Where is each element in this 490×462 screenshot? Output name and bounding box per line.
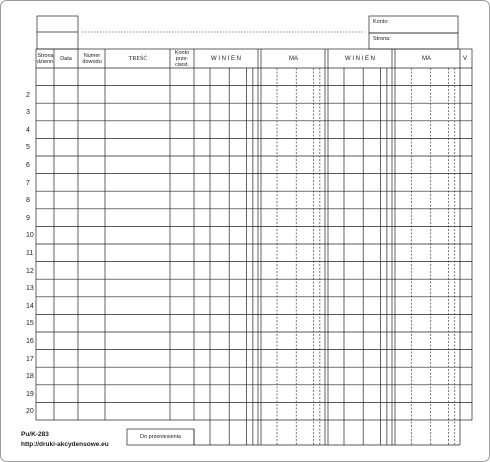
header-numer-dowodu: Numer dowodu <box>82 53 102 65</box>
row-number: 20 <box>26 408 34 416</box>
row-number: 7 <box>26 179 30 187</box>
row-number: 12 <box>26 267 34 275</box>
header-konto-przeciwst: Konto prze-ciwst. <box>174 50 190 68</box>
row-number: 6 <box>26 162 30 169</box>
header-winien-1: W I N I E N <box>211 56 241 62</box>
row-number: 8 <box>26 197 30 205</box>
header-winien-2: W I N I E N <box>345 56 375 62</box>
form-code: Pu/K-283 <box>21 431 49 438</box>
row-number: 4 <box>26 126 30 134</box>
row-number: 19 <box>26 390 34 398</box>
row-number: 13 <box>26 285 34 293</box>
row-number: 14 <box>26 302 34 310</box>
publisher-url: http://druki-akcydensowe.eu <box>21 441 109 448</box>
carry-over-label: Do przeniesienia <box>140 434 181 440</box>
header-data: Data <box>60 56 72 62</box>
row-number: 16 <box>26 338 34 345</box>
row-number: 11 <box>26 250 34 257</box>
row-number: 5 <box>26 144 30 152</box>
header-ma-1: MA <box>289 56 298 62</box>
header-ma-2: MA <box>422 56 431 62</box>
konto-label: Konto: <box>373 19 389 25</box>
row-number: 9 <box>26 214 30 222</box>
row-number: 18 <box>26 373 34 381</box>
row-number: 17 <box>26 355 34 363</box>
row-number: 10 <box>26 232 34 240</box>
header-strona-dzienn: Strona dzienn. <box>37 53 55 65</box>
strona-label: Strona: <box>373 36 391 42</box>
header-tresc: TREŚĆ <box>128 56 148 62</box>
row-number: 15 <box>26 320 34 328</box>
header-v: V <box>462 56 467 62</box>
row-number: 2 <box>26 91 30 99</box>
row-number: 3 <box>26 109 30 117</box>
